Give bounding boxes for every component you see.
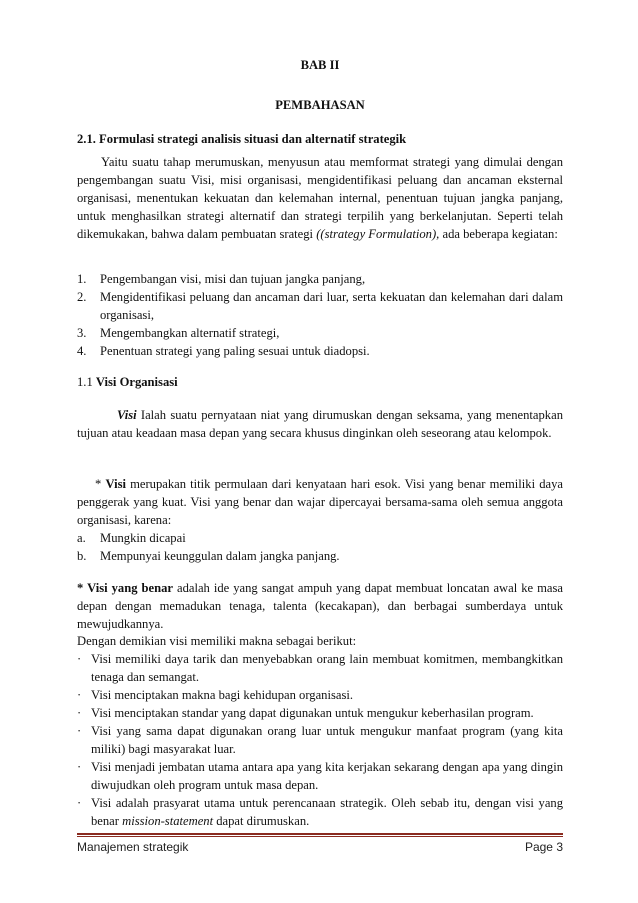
list-item: · Visi memiliki daya tarik dan menyebabkan orang lain membuat komitmen, membangkitkan tenaga dan semangat. bbox=[77, 652, 563, 684]
intro-emphasis: ((strategy Formulation), bbox=[316, 227, 440, 241]
visi-paragraph-2: * Visi merupakan titik permulaan dari kenyataan hari esok. Visi yang benar memiliki daya penggerak yang kuat. Visi yang benar dan wajar dipercayai bersama-sama oleh semua anggota organisasi, karena: bbox=[77, 477, 564, 527]
footer-rule-thin bbox=[77, 836, 563, 837]
list-item: b. Mempunyai keunggulan dalam jangka panjang. bbox=[77, 549, 340, 563]
list-item: 4. Penentuan strategi yang paling sesuai untuk diadopsi. bbox=[77, 344, 370, 358]
visi-reasons-list bbox=[77, 529, 563, 565]
page-number: Page 3 bbox=[524, 840, 563, 854]
list-item: · Visi adalah prasyarat utama untuk perencanaan strategik. Oleh sebab itu, dengan visi yang benar mission-statement dapat dirumuskan. bbox=[77, 796, 563, 828]
chapter-label: BAB II bbox=[300, 58, 340, 72]
visi-definition: Visi Ialah suatu pernyataan niat yang dirumuskan dengan seksama, yang menentapkan tujuan atau keadaan masa depan yang secara khusus dinginkan oleh seseorang atau kelompok. bbox=[77, 408, 563, 440]
list-item: 2. Mengidentifikasi peluang dan ancaman dari luar, serta kekuatan dan kelemahan dari dalam organisasi, bbox=[77, 290, 563, 322]
footer-title: Manajemen strategik bbox=[77, 840, 189, 854]
section-heading: 2.1. Formulasi strategi analisis situasi dan alternatif strategik bbox=[77, 132, 407, 146]
intro-text: Yaitu suatu tahap merumuskan, menyusun atau memformat strategi yang dimulai dengan pengembangan suatu Visi, misi organisasi, mengidentifikasi peluang dan ancaman eksternal organisasi, menentukan kekuatan dan kelemahan internal, penentuan tujuan jangka panjang, untuk menghasilkan strategi alternatif dan strategi terpilih yang berkelanjutan. Seperti telah dikemukakan, bahwa dalam pembuatan srategi bbox=[77, 155, 563, 241]
footer-rule bbox=[77, 833, 563, 835]
visi-meaning-intro: Dengan demikian visi memiliki makna sebagai berikut: bbox=[77, 634, 357, 648]
intro-text-end: ada beberapa kegiatan: bbox=[439, 227, 558, 241]
list-item: · Visi menciptakan standar yang dapat digunakan untuk mengukur keberhasilan program. bbox=[77, 706, 534, 720]
list-item: · Visi menjadi jembatan utama antara apa yang kita kerjakan sekarang dengan apa yang dingin diwujudkan oleh program untuk masa depan. bbox=[77, 760, 563, 792]
visi-paragraph-3: * Visi yang benar adalah ide yang sangat ampuh yang dapat membuat loncatan awal ke masa depan dengan memadukan tenaga, talenta (kecakapan), dan berbagai sumberdaya untuk mewujudkannya. bbox=[77, 581, 563, 631]
visi-meaning-list bbox=[77, 650, 563, 830]
subsection-heading: 1.1 Visi Organisasi bbox=[77, 375, 178, 389]
list-item: a. Mungkin dicapai bbox=[77, 531, 186, 545]
page-footer bbox=[77, 840, 563, 854]
list-item: 1. Pengembangan visi, misi dan tujuan jangka panjang, bbox=[77, 272, 366, 286]
chapter-title: PEMBAHASAN bbox=[275, 98, 365, 112]
intro-paragraph bbox=[77, 153, 563, 243]
list-item: · Visi yang sama dapat digunakan orang luar untuk mengukur manfaat program (yang kita miliki) bagi masyarakat luar. bbox=[77, 724, 563, 756]
list-item: 3. Mengembangkan alternatif strategi, bbox=[77, 326, 280, 340]
activity-list bbox=[77, 270, 563, 360]
list-item: · Visi menciptakan makna bagi kehidupan organisasi. bbox=[77, 688, 354, 702]
